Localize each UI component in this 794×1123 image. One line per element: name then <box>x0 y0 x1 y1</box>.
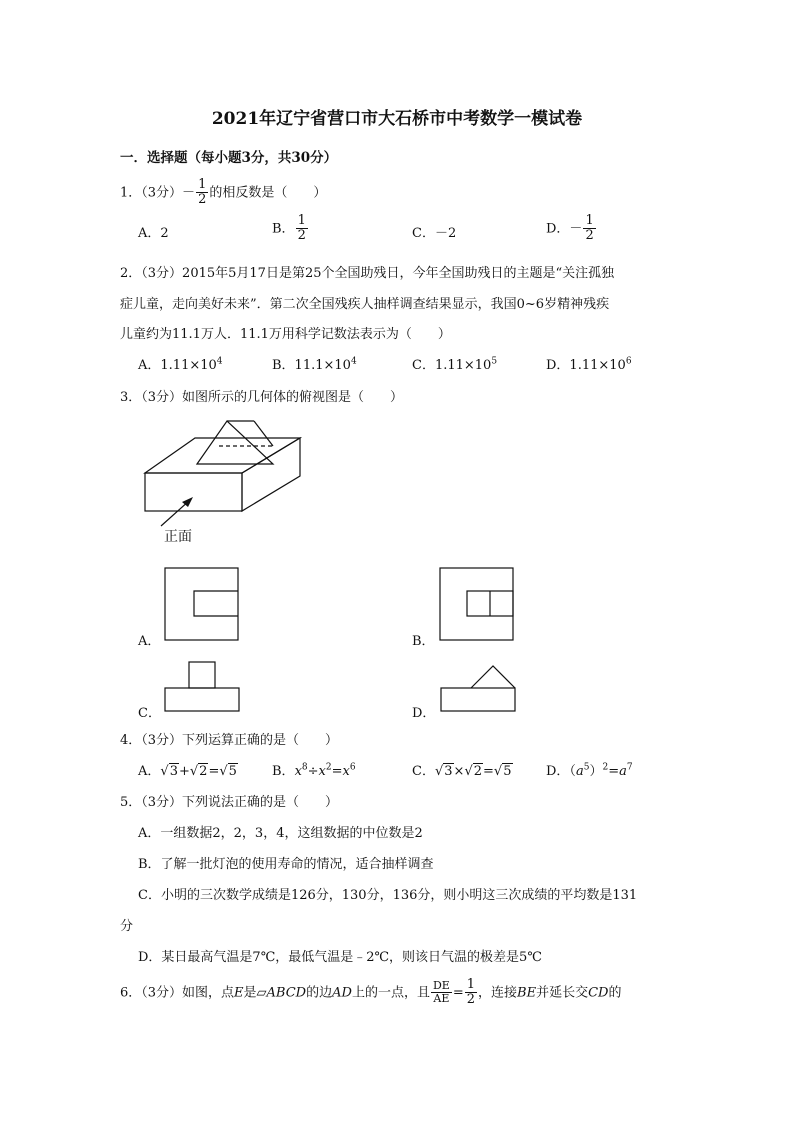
q3-option-c: C． <box>138 706 161 721</box>
solid-top-face <box>145 438 300 473</box>
q4-optd-eq: = <box>608 764 620 779</box>
figa-inner <box>194 591 238 616</box>
q4-opta-sqrt3: √5 <box>219 764 237 779</box>
section-heading: 一．选择题（每小题3分，共30分） <box>120 150 338 166</box>
q1-prefix: 1．（3分） <box>120 185 183 201</box>
q6-part6: 并延长交 <box>536 985 589 1001</box>
q1-option-c: C．－2 <box>412 226 457 241</box>
q2-option-a <box>138 354 223 373</box>
q4-opta-plus: + <box>178 764 190 779</box>
q6-part1: 6．（3分）如图，点 <box>120 985 235 1001</box>
q4-optc-r1: 3 <box>444 764 453 779</box>
q4-optc-sqrt2: √2 <box>464 764 483 779</box>
q4-optb-x2: x <box>318 764 326 779</box>
q4-optd-a2: a <box>619 764 627 779</box>
q3-text: 3．（3分）如图所示的几何体的俯视图是（ ） <box>120 390 404 405</box>
q5-option-d: D．某日最高气温是7℃，最低气温是﹣2℃，则该日气温的极差是5℃ <box>138 950 542 965</box>
q4-optb-e2: 2 <box>325 762 332 773</box>
q1-suffix: 的相反数是（ ） <box>209 185 327 201</box>
q1-option-b <box>272 214 309 244</box>
q4-optd-e2: 2 <box>602 762 609 773</box>
q1-optb-fraction <box>296 214 308 244</box>
q2-option-b <box>272 354 357 373</box>
q1-minus: － <box>182 185 196 201</box>
q6-abcd: ABCD <box>266 985 307 1001</box>
q1-optd-num: 1 <box>585 213 594 228</box>
q4-optb-x1: x <box>294 764 302 779</box>
q4-optc-times: × <box>453 764 465 779</box>
q4-optc-label: C． <box>412 764 435 779</box>
q2-optc-base: C．1.11×10 <box>412 358 492 373</box>
q4-optc-sqrt3: √5 <box>493 764 512 779</box>
q1-optd-fraction <box>583 214 595 244</box>
q4-opta-r1: 3 <box>169 764 178 779</box>
q6-part5: ，连接 <box>478 985 518 1001</box>
q4-optc-eq: = <box>483 764 494 779</box>
q1-optb-label: B． <box>272 221 295 237</box>
q3-figure-c <box>164 661 242 713</box>
q4-opta-label: A． <box>138 764 161 779</box>
q4-opta-r2: 2 <box>199 764 208 779</box>
q1-optb-num: 1 <box>297 213 306 228</box>
figd-roof <box>471 666 515 688</box>
q2-option-d <box>546 354 632 373</box>
q6-part3: 的边 <box>306 985 333 1001</box>
q1-optd-den: 2 <box>585 228 594 244</box>
q6-eq: = <box>452 985 464 1001</box>
q6-be: BE <box>517 985 537 1001</box>
q4-opta-sqrt1: √3 <box>160 764 178 779</box>
q1-option-a: A．2 <box>138 226 169 241</box>
q6-part2: 是▱ <box>243 985 267 1001</box>
q4-optc-r3: 5 <box>503 764 512 779</box>
front-label: 正面 <box>164 529 192 545</box>
q2-opta-exp: 4 <box>216 356 223 367</box>
q6-e: E <box>234 985 244 1001</box>
q6-part7: 的 <box>608 985 622 1001</box>
q4-optb-eq: = <box>331 764 343 779</box>
figc-base <box>165 688 239 711</box>
q6-frac-num: DE <box>432 979 450 993</box>
q3-figure-d <box>440 664 518 714</box>
q4-opta-eq: = <box>208 764 220 779</box>
q5-text: 5．（3分）下列说法正确的是（ ） <box>120 795 339 810</box>
q2-opta-base: A．1.11×10 <box>138 358 217 373</box>
q4-optb-div: ÷ <box>307 764 319 779</box>
prism-back-edge <box>254 421 273 446</box>
q2-line-2: 症儿童，走向美好未来”．第二次全国残疾人抽样调查结果显示，我国0~6岁精神残疾 <box>120 297 610 312</box>
figb-outer <box>440 568 513 640</box>
q4-opta-r3: 5 <box>228 764 237 779</box>
q5-option-c-cont: 分 <box>120 919 134 934</box>
q4-option-d <box>546 760 633 779</box>
q6-part4: 上的一点，且 <box>351 985 430 1001</box>
q6-frac2-den: 2 <box>466 992 475 1008</box>
q2-optd-exp: 6 <box>625 356 632 367</box>
q4-option-a <box>138 760 238 779</box>
q3-option-b: B． <box>412 634 435 649</box>
figd-base <box>441 688 515 711</box>
q3-option-a: A． <box>138 634 161 649</box>
q2-optb-base: B．11.1×10 <box>272 358 351 373</box>
q1-option-d <box>546 214 597 244</box>
q6-frac2-num: 1 <box>466 977 475 992</box>
page-title: 2021年辽宁省营口市大石桥市中考数学一模试卷 <box>211 109 583 129</box>
q4-optd-e1: 5 <box>583 762 590 773</box>
q2-optc-exp: 5 <box>491 356 498 367</box>
q6-fraction-2 <box>465 978 477 1008</box>
question-6 <box>120 978 621 1008</box>
q2-line-1: 2．（3分）2015年5月17日是第25个全国助残日，今年全国助残日的主题是“关注孤独 <box>120 266 615 281</box>
q6-fraction <box>431 980 452 1005</box>
q6-ad: AD <box>332 985 352 1001</box>
q4-optc-r2: 2 <box>473 764 483 779</box>
q4-optd-e3: 7 <box>626 762 633 773</box>
q4-optb-label: B． <box>272 764 295 779</box>
q4-optd-mid: ） <box>589 764 603 779</box>
q4-optb-e1: 8 <box>301 762 308 773</box>
q5-option-a: A．一组数据2，2，3，4，这组数据的中位数是2 <box>138 826 423 841</box>
q4-opta-sqrt2: √2 <box>189 764 208 779</box>
q2-optb-exp: 4 <box>350 356 357 367</box>
q4-optb-x3: x <box>342 764 350 779</box>
question-1 <box>120 178 326 208</box>
q5-option-b: B．了解一批灯泡的使用寿命的情况，适合抽样调查 <box>138 857 434 872</box>
prism-front <box>197 421 273 464</box>
q6-frac-den: AE <box>433 992 450 1006</box>
figc-top <box>189 662 215 688</box>
q1-optd-label: D．－ <box>546 221 583 237</box>
q3-figure-a <box>164 567 240 641</box>
q2-optd-base: D．1.11×10 <box>546 358 626 373</box>
q4-optb-e3: 6 <box>349 762 356 773</box>
q6-cd: CD <box>588 985 609 1001</box>
q1-frac-num: 1 <box>198 177 207 192</box>
q4-text: 4．（3分）下列运算正确的是（ ） <box>120 733 339 748</box>
q4-optd-a: a <box>575 764 584 779</box>
q4-option-c <box>412 760 513 779</box>
q5-option-c: C．小明的三次数学成绩是126分，130分，136分，则小明这三次成绩的平均数是131 <box>138 888 638 903</box>
q1-fraction <box>196 178 208 208</box>
q3-option-d: D． <box>412 706 436 721</box>
q2-option-c <box>412 354 497 373</box>
figa-outer <box>165 568 238 640</box>
q1-optb-den: 2 <box>297 228 306 244</box>
q1-frac-den: 2 <box>198 192 207 208</box>
solid-front-face <box>145 473 242 511</box>
q3-figure-b <box>439 567 515 641</box>
q4-optc-sqrt1: √3 <box>434 764 453 779</box>
q4-optd-label: D．（ <box>546 764 576 779</box>
q4-option-b <box>272 760 356 779</box>
solid-right-face <box>242 438 300 511</box>
q2-line-3: 儿童约为11.1万人．11.1万用科学记数法表示为（ ） <box>120 327 451 342</box>
